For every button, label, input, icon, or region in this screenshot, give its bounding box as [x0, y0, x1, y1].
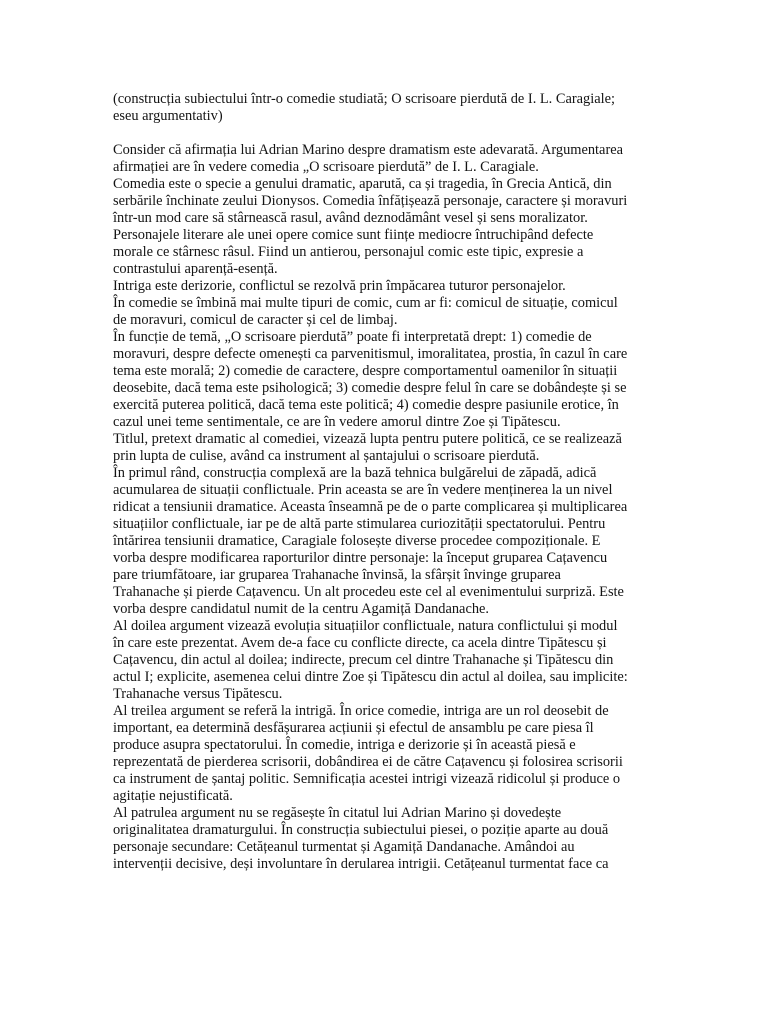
- text-line: întărirea tensiunii dramatice, Caragiale folosește diverse procedee compoziționale. E: [113, 533, 601, 549]
- text-line: actul I; explicite, asemenea celui dintre Zoe și Tipătescu din actul al doilea, sau implicite:: [113, 669, 628, 685]
- text-line: într-un mod care să stârnească rasul, având deznodământ vesel și sens moralizator.: [113, 210, 588, 226]
- text-line: ridicat a tensiunii dramatice. Aceasta înseamnă pe de o parte complicarea și multiplicarea: [113, 499, 628, 515]
- text-line: agitație nejustificată.: [113, 788, 233, 804]
- text-line: morale ce stârnesc râsul. Fiind un antierou, personajul comic este tipic, expresie a: [113, 244, 584, 260]
- text-line: (construcția subiectului într-o comedie studiată; O scrisoare pierdută de I. L. Caragiale;: [113, 91, 616, 107]
- text-line: În funcție de temă, „O scrisoare pierdută” poate fi interpretată drept: 1) comedie de: [113, 329, 592, 345]
- text-line: intervenții decisive, deși involuntare în derularea intrigii. Cetățeanul turmentat face ca: [113, 856, 609, 872]
- text-line: În primul rând, construcția complexă are la bază tehnica bulgărelui de zăpadă, adică: [113, 465, 597, 481]
- text-line: Al doilea argument vizează evoluția situațiilor conflictuale, natura conflictului și modul: [113, 618, 618, 634]
- text-line: originalitatea dramaturgului. În construcția subiectului piesei, o poziție aparte au două: [113, 822, 609, 838]
- text-line: Comedia este o specie a genului dramatic, aparută, ca și tragedia, în Grecia Antică, din: [113, 176, 612, 192]
- text-line: Cațavencu, din actul al doilea; indirecte, precum cel dintre Trahanache și Tipătescu din: [113, 652, 614, 668]
- text-line: exercită puterea politică, dacă tema este politică; 4) comedie despre pasiunile erotice, în: [113, 397, 619, 413]
- text-line: tema este morală; 2) comedie de caractere, despre comportamentul oamenilor în situații: [113, 363, 618, 379]
- essay-text: [113, 91, 673, 873]
- text-line: Al treilea argument se referă la intrigă. În orice comedie, intriga are un rol deosebit de: [113, 703, 609, 719]
- text-line: Consider că afirmația lui Adrian Marino despre dramatism este adevarată. Argumentarea: [113, 142, 624, 158]
- text-line: în care este prezentat. Avem de-a face cu conflicte directe, ca acela dintre Tipătescu și: [113, 635, 607, 651]
- text-line: ca instrument de șantaj politic. Semnificația acestei intrigi vizează ridicolul și produce o: [113, 771, 621, 787]
- text-line: serbările închinate zeului Dionysos. Comedia înfățișează personaje, caractere și moravuri: [113, 193, 628, 209]
- text-line: acumularea de situații conflictuale. Prin aceasta se are în vedere menținerea la un nivel: [113, 482, 613, 498]
- text-line: moravuri, despre defecte omenești ca parvenitismul, imoralitatea, prostia, în cazul în care: [113, 346, 628, 362]
- text-line: Trahanache și pierde Cațavencu. Un alt procedeu este cel al evenimentului surpriză. Este: [113, 584, 624, 600]
- text-line: pare triumfătoare, iar gruparea Trahanache învinsă, la sfârșit învinge gruparea: [113, 567, 561, 583]
- text-line: situațiilor conflictuale, iar pe de altă parte stimularea curiozității spectatorului. Pentru: [113, 516, 606, 532]
- text-line: deosebite, dacă tema este psihologică; 3) comedie despre felul în care se dobândește și se: [113, 380, 627, 396]
- text-line: În comedie se îmbină mai multe tipuri de comic, cum ar fi: comicul de situație, comicul: [113, 295, 618, 311]
- text-line: prin lupta de culise, având ca instrument al șantajului o scrisoare pierdută.: [113, 448, 540, 464]
- text-line: eseu argumentativ): [113, 108, 223, 124]
- paragraph-gap: [113, 125, 673, 142]
- text-line: important, ea determină desfășurarea acțiunii și efectul de ansamblu pe care piesa îl: [113, 720, 594, 736]
- text-line: vorba despre modificarea raporturilor dintre personaje: la început gruparea Cațavencu: [113, 550, 608, 566]
- text-line: produce asupra spectatorului. În comedie, intriga e derizorie și în această piesă e: [113, 737, 576, 753]
- text-line: Titlul, pretext dramatic al comediei, vizează lupta pentru putere politică, ce se realizează: [113, 431, 622, 447]
- text-line: cazul unei teme sentimentale, ce are în vedere amorul dintre Zoe și Tipătescu.: [113, 414, 561, 430]
- text-line: vorba despre candidatul numit de la centru Agamiță Dandanache.: [113, 601, 490, 617]
- text-line: contrastului aparență-esență.: [113, 261, 278, 277]
- text-line: Al patrulea argument nu se regăsește în citatul lui Adrian Marino și dovedește: [113, 805, 562, 821]
- essay-subtitle: [113, 91, 673, 125]
- text-line: reprezentată de pierderea scrisorii, dobândirea ei de către Cațavencu și folosirea scrisorii: [113, 754, 623, 770]
- text-line: afirmației are în vedere comedia „O scrisoare pierdută” de I. L. Caragiale.: [113, 159, 539, 175]
- text-line: Intriga este derizorie, conflictul se rezolvă prin împăcarea tuturor personajelor.: [113, 278, 566, 294]
- text-line: personaje secundare: Cetățeanul turmentat și Agamiță Dandanache. Amândoi au: [113, 839, 575, 855]
- text-line: Trahanache versus Tipătescu.: [113, 686, 283, 702]
- text-line: Personajele literare ale unei opere comice sunt ființe mediocre întruchipând defecte: [113, 227, 594, 243]
- essay-body: [113, 142, 673, 873]
- text-line: de moravuri, comicul de caracter și cel de limbaj.: [113, 312, 398, 328]
